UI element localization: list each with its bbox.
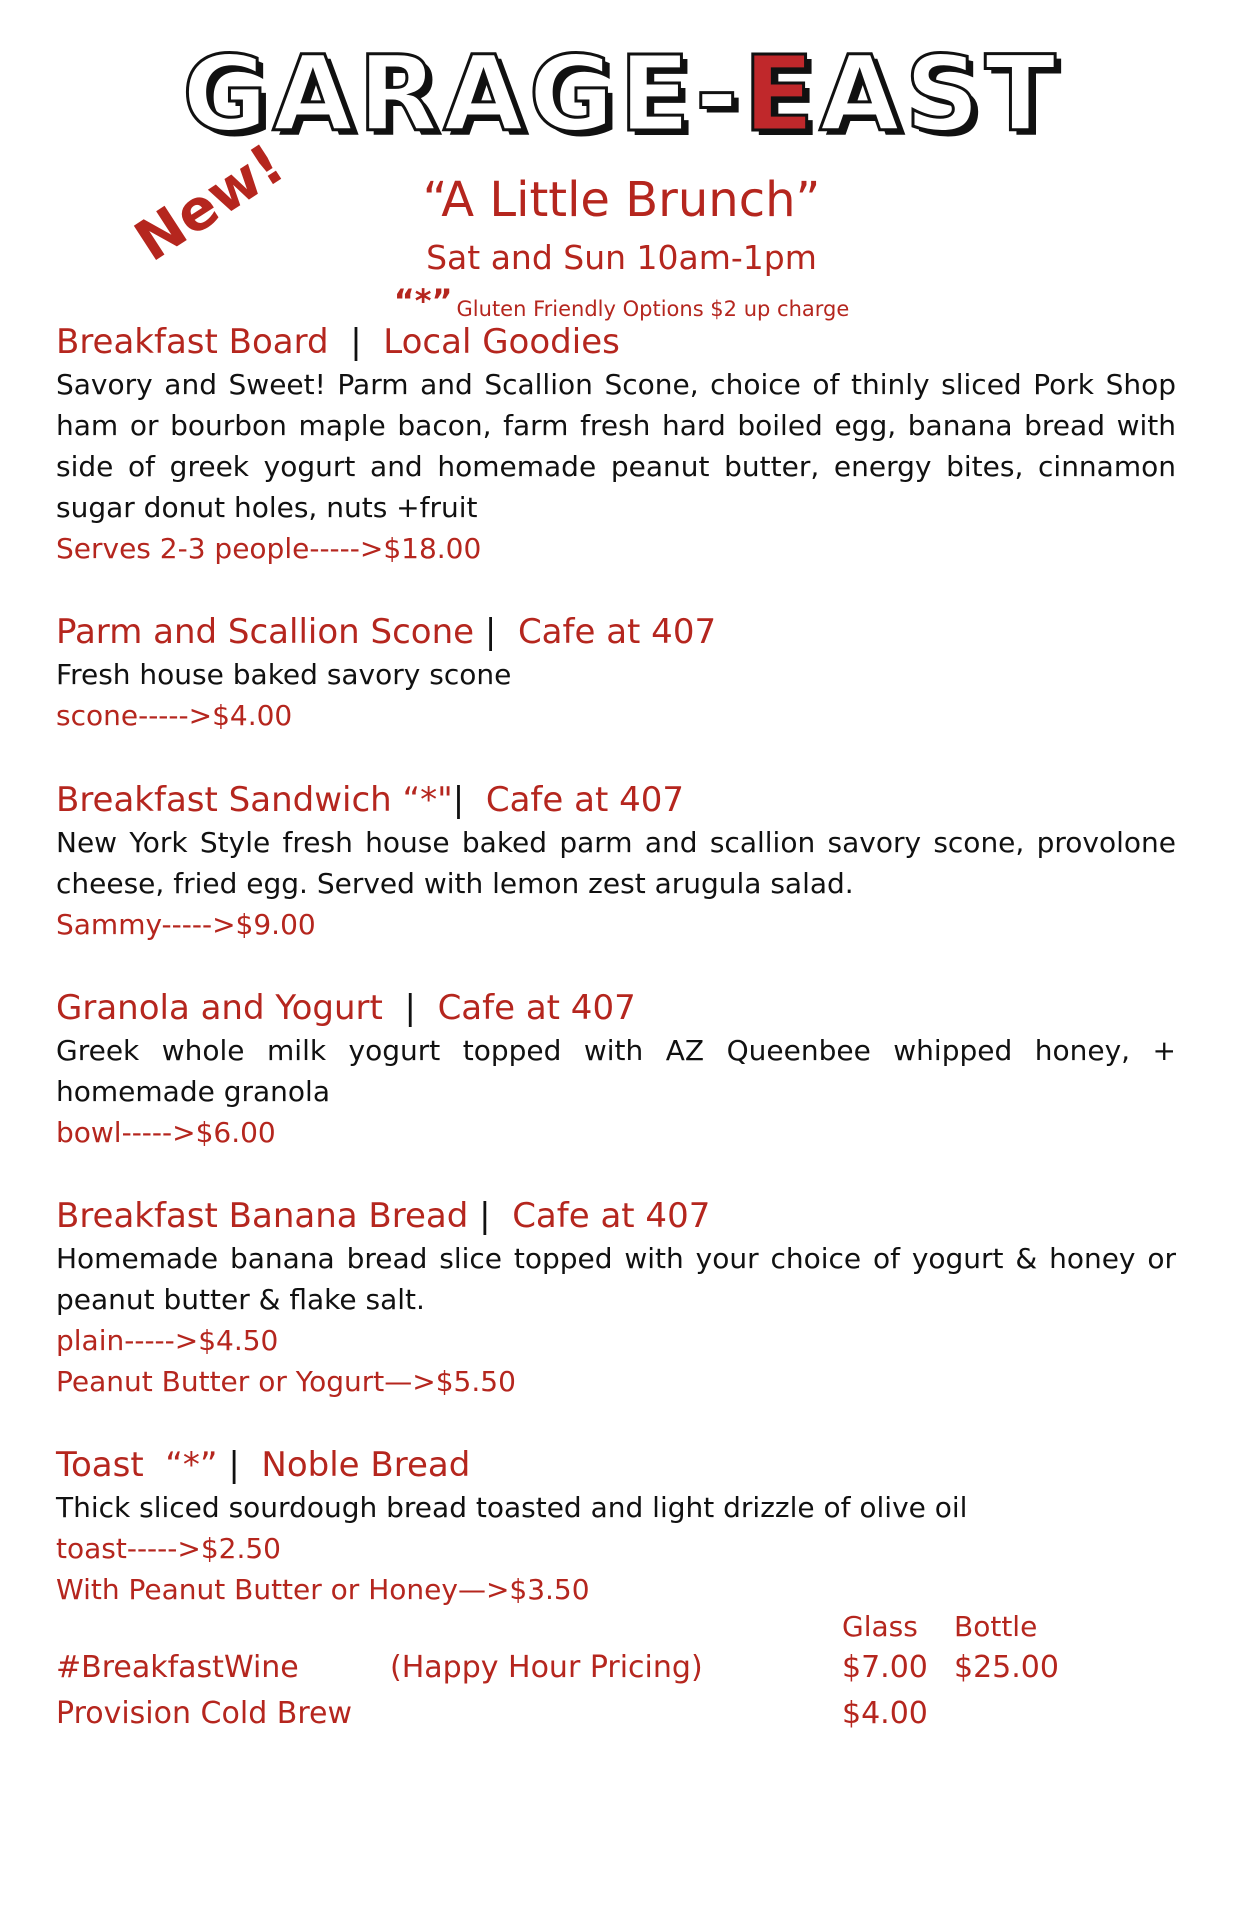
item-price: scone----->$4.00 [56, 699, 293, 732]
item-heading [56, 610, 1176, 654]
item-separator: | [217, 1445, 262, 1485]
happy-hour-note: (Happy Hour Pricing) [390, 1650, 703, 1685]
item-separator: | [382, 988, 438, 1028]
menu-item-parm-scallion-scone [56, 610, 1176, 736]
logo-part-3: AST [819, 33, 1061, 155]
gluten-note-line [0, 282, 1243, 321]
wine-glass-price: $7.00 [842, 1650, 928, 1685]
item-name: Parm and Scallion Scone [56, 612, 475, 652]
item-heading [56, 320, 1176, 364]
item-price: bowl----->$6.00 [56, 1116, 276, 1149]
item-description: Homemade banana bread slice topped with your choice of yogurt & honey or peanut butter & flake salt. [56, 1242, 1176, 1316]
cold-brew-price: $4.00 [842, 1696, 928, 1731]
column-header-bottle: Bottle [954, 1610, 1038, 1643]
gluten-note: Gluten Friendly Options $2 up charge [456, 297, 850, 321]
menu-item-breakfast-sandwich [56, 778, 1176, 945]
menu-title: “A Little Brunch” [422, 172, 821, 228]
item-price: With Peanut Butter or Honey—>$3.50 [56, 1573, 590, 1606]
item-source: Cafe at 407 [512, 1196, 711, 1236]
item-price: Sammy----->$9.00 [56, 908, 316, 941]
menu-item-breakfast-board [56, 320, 1176, 569]
item-name: Breakfast Banana Bread [56, 1196, 469, 1236]
garage-east-logo [0, 33, 1243, 155]
item-source: Cafe at 407 [437, 988, 636, 1028]
menu-item-granola-yogurt [56, 986, 1176, 1153]
item-separator: | [468, 1196, 513, 1236]
item-name: Breakfast Board [56, 322, 329, 362]
item-description: Greek whole milk yogurt topped with AZ Queenbee whipped honey, + homemade granola [56, 1034, 1176, 1108]
wine-bottle-price: $25.00 [954, 1650, 1059, 1685]
item-heading [56, 986, 1176, 1030]
menu-item-toast [56, 1443, 1176, 1610]
item-price: plain----->$4.50 [56, 1324, 279, 1357]
breakfast-wine-label: #BreakfastWine [56, 1650, 299, 1685]
menu-hours: Sat and Sun 10am-1pm [426, 238, 817, 277]
item-price: toast----->$2.50 [56, 1532, 281, 1565]
item-description: Savory and Sweet! Parm and Scallion Scone, choice of thinly sliced Pork Shop ham or bourbon maple bacon, farm fresh hard boiled egg, banana bread with side of greek yogurt and homemade peanut butter, energy bites, cinnamon sugar donut holes, nuts +fruit [56, 368, 1176, 524]
item-separator: | [474, 612, 518, 652]
item-description: Thick sliced sourdough bread toasted and light drizzle of olive oil [56, 1491, 968, 1524]
item-name: Toast “*” [56, 1445, 218, 1485]
item-separator: | [452, 780, 486, 820]
new-badge: New! [124, 131, 296, 275]
logo-part-1: GARAGE- [182, 33, 744, 155]
item-heading [56, 778, 1176, 822]
item-source: Noble Bread [261, 1445, 471, 1485]
gluten-mark: “*” [393, 282, 453, 320]
item-source: Cafe at 407 [485, 780, 684, 820]
item-source: Local Goodies [383, 322, 620, 362]
item-description: Fresh house baked savory scone [56, 658, 512, 691]
item-heading [56, 1194, 1176, 1238]
menu-item-banana-bread [56, 1194, 1176, 1402]
column-header-glass: Glass [842, 1610, 918, 1643]
logo-part-2: E [743, 33, 820, 155]
item-price: Serves 2-3 people----->$18.00 [56, 532, 482, 565]
item-heading [56, 1443, 1176, 1487]
item-source: Cafe at 407 [517, 612, 717, 652]
item-name: Breakfast Sandwich “*" [56, 780, 453, 820]
item-name: Granola and Yogurt [56, 988, 383, 1028]
cold-brew-label: Provision Cold Brew [56, 1696, 353, 1731]
item-price: Peanut Butter or Yogurt—>$5.50 [56, 1365, 516, 1398]
item-separator: | [328, 322, 384, 362]
item-description: New York Style fresh house baked parm and scallion savory scone, provolone cheese, fried egg. Served with lemon zest arugula salad. [56, 826, 1176, 900]
